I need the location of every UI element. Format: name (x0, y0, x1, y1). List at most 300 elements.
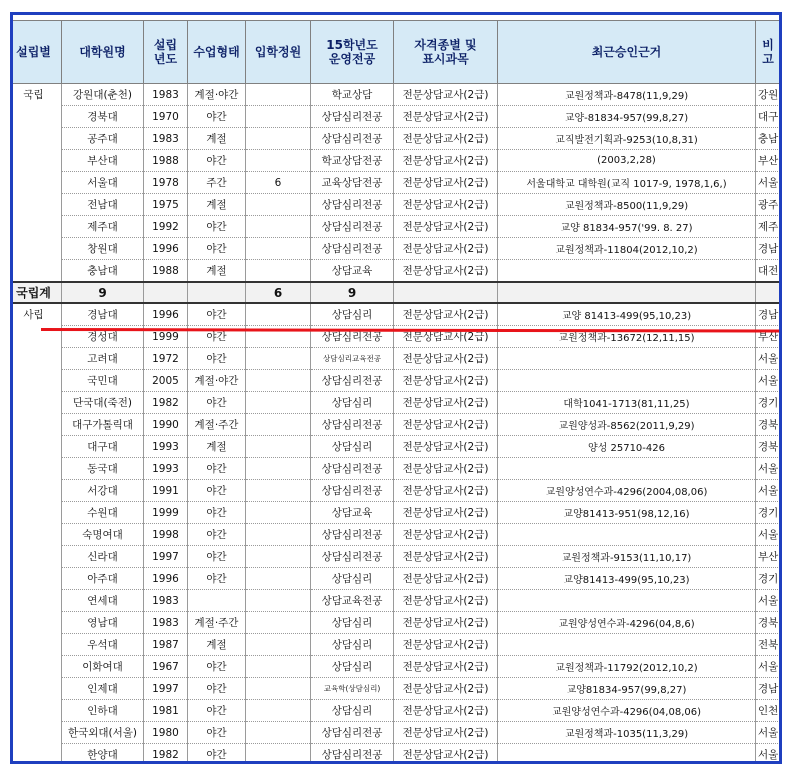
cell-class-type: 야간 (188, 326, 246, 348)
cell-founding-type (10, 722, 62, 744)
cell-major: 학교상담전공 (311, 150, 394, 172)
cell-qualification: 전문상담교사(2급) (394, 106, 498, 128)
cell-major: 상담교육 (311, 260, 394, 283)
cell-remarks: 경기 (756, 568, 781, 590)
cell-qualification: 전문상담교사(2급) (394, 172, 498, 194)
cell-class-type: 야간 (188, 348, 246, 370)
cell-founded-year: 1996 (144, 568, 188, 590)
table-row (10, 546, 781, 568)
cell-founding-type (10, 634, 62, 656)
cell-approval-basis: 교원정책과-9153(11,10,17) (498, 546, 756, 568)
cell-major: 상담심리전공 (311, 722, 394, 744)
cell-founded-year: 1983 (144, 612, 188, 634)
cell-quota (246, 524, 311, 546)
cell-founding-type (10, 502, 62, 524)
cell-quota: 6 (246, 172, 311, 194)
cell-class-type: 계절 (188, 260, 246, 283)
table-row (10, 348, 781, 370)
cell-qualification: 전문상담교사(2급) (394, 370, 498, 392)
cell-major: 상담심리전공 (311, 216, 394, 238)
cell-class-type: 야간 (188, 678, 246, 700)
cell-qualification: 전문상담교사(2급) (394, 216, 498, 238)
cell-approval-basis (498, 282, 756, 303)
cell-school-name: 전남대 (62, 194, 144, 216)
cell-founded-year: 1988 (144, 260, 188, 283)
cell-founding-type (10, 568, 62, 590)
cell-remarks: 경남 (756, 678, 781, 700)
cell-quota (246, 612, 311, 634)
cell-school-name: 우석대 (62, 634, 144, 656)
cell-quota (246, 238, 311, 260)
cell-founded-year (144, 282, 188, 303)
cell-approval-basis: 교양 81413-499(95,10,23) (498, 303, 756, 326)
cell-school-name: 수원대 (62, 502, 144, 524)
cell-major: 상담심리전공 (311, 194, 394, 216)
cell-school-name: 경성대 (62, 326, 144, 348)
cell-school-name: 서강대 (62, 480, 144, 502)
cell-founding-type (10, 392, 62, 414)
header-school-name: 대학원명 (62, 21, 144, 84)
cell-founded-year: 1999 (144, 326, 188, 348)
table-row (10, 216, 781, 238)
cell-remarks: 경북 (756, 414, 781, 436)
table-row (10, 568, 781, 590)
cell-qualification: 전문상담교사(2급) (394, 524, 498, 546)
table-row (10, 590, 781, 612)
cell-approval-basis: 교양81413-951(98,12,16) (498, 502, 756, 524)
cell-major: 상담심리 (311, 656, 394, 678)
cell-founding-type (10, 172, 62, 194)
cell-founded-year: 1978 (144, 172, 188, 194)
cell-school-name: 대구대 (62, 436, 144, 458)
cell-class-type: 계절·주간 (188, 612, 246, 634)
cell-quota (246, 678, 311, 700)
table-row (10, 612, 781, 634)
cell-quota (246, 568, 311, 590)
cell-quota (246, 722, 311, 744)
cell-approval-basis: 교원정책과-8500(11,9,29) (498, 194, 756, 216)
cell-founded-year: 2005 (144, 370, 188, 392)
table-row (10, 194, 781, 216)
cell-qualification: 전문상담교사(2급) (394, 458, 498, 480)
cell-founding-type (10, 744, 62, 765)
cell-remarks: 대전 (756, 260, 781, 283)
cell-class-type: 계절 (188, 194, 246, 216)
table-row (10, 238, 781, 260)
cell-founded-year: 1972 (144, 348, 188, 370)
cell-founding-type (10, 480, 62, 502)
cell-remarks: 대구 (756, 106, 781, 128)
table-row (10, 414, 781, 436)
cell-approval-basis: 교원양성연수과-4296(04,08,06) (498, 700, 756, 722)
cell-quota: 6 (246, 282, 311, 303)
cell-school-name: 연세대 (62, 590, 144, 612)
cell-quota (246, 370, 311, 392)
cell-qualification: 전문상담교사(2급) (394, 722, 498, 744)
cell-class-type: 주간 (188, 172, 246, 194)
cell-class-type: 야간 (188, 238, 246, 260)
table-row (10, 370, 781, 392)
cell-approval-basis: 교양 81834-957('99. 8. 27) (498, 216, 756, 238)
cell-remarks: 충남 (756, 128, 781, 150)
cell-quota (246, 84, 311, 106)
table-row (10, 84, 781, 106)
cell-founded-year: 1983 (144, 84, 188, 106)
cell-remarks: 서울 (756, 172, 781, 194)
table-row (10, 128, 781, 150)
cell-approval-basis: 교원정책과-13672(12,11,15) (498, 326, 756, 348)
cell-major: 9 (311, 282, 394, 303)
cell-class-type: 야간 (188, 524, 246, 546)
cell-founding-type (10, 590, 62, 612)
cell-founding-type (10, 238, 62, 260)
cell-quota (246, 348, 311, 370)
cell-founding-type (10, 436, 62, 458)
cell-quota (246, 436, 311, 458)
cell-qualification: 전문상담교사(2급) (394, 502, 498, 524)
cell-quota (246, 303, 311, 326)
cell-approval-basis: 교원정책과-1035(11,3,29) (498, 722, 756, 744)
table-row (10, 106, 781, 128)
cell-remarks: 광주 (756, 194, 781, 216)
cell-quota (246, 502, 311, 524)
cell-founded-year: 1998 (144, 524, 188, 546)
table-row (10, 678, 781, 700)
cell-quota (246, 546, 311, 568)
cell-founding-type: 사립 (10, 303, 62, 326)
cell-major: 상담심리전공 (311, 744, 394, 765)
cell-qualification: 전문상담교사(2급) (394, 568, 498, 590)
cell-qualification: 전문상담교사(2급) (394, 303, 498, 326)
cell-founding-type (10, 612, 62, 634)
cell-school-name: 창원대 (62, 238, 144, 260)
cell-class-type: 야간 (188, 722, 246, 744)
cell-major: 상담심리전공 (311, 524, 394, 546)
cell-remarks: 부산 (756, 150, 781, 172)
cell-founding-type (10, 348, 62, 370)
cell-school-name: 강원대(춘천) (62, 84, 144, 106)
cell-remarks: 경기 (756, 502, 781, 524)
cell-remarks: 서울 (756, 722, 781, 744)
cell-class-type: 계절 (188, 128, 246, 150)
cell-school-name: 숙명여대 (62, 524, 144, 546)
cell-school-name: 이화여대 (62, 656, 144, 678)
cell-founding-type (10, 546, 62, 568)
cell-major: 상담심리 (311, 436, 394, 458)
cell-founding-type (10, 678, 62, 700)
cell-approval-basis: (2003,2,28) (498, 150, 756, 172)
cell-qualification: 전문상담교사(2급) (394, 414, 498, 436)
cell-school-name: 인제대 (62, 678, 144, 700)
cell-school-name: 대구가톨릭대 (62, 414, 144, 436)
cell-remarks: 서울 (756, 458, 781, 480)
table-row (10, 480, 781, 502)
cell-quota (246, 128, 311, 150)
table-row (10, 700, 781, 722)
cell-class-type (188, 282, 246, 303)
cell-remarks: 서울 (756, 524, 781, 546)
cell-school-name: 한양대 (62, 744, 144, 765)
cell-qualification: 전문상담교사(2급) (394, 84, 498, 106)
cell-remarks: 서울 (756, 744, 781, 765)
cell-founded-year: 1993 (144, 436, 188, 458)
table-row (10, 303, 781, 326)
header-approval-basis: 최근승인근거 (498, 21, 756, 84)
cell-quota (246, 656, 311, 678)
cell-approval-basis: 양성 25710-426 (498, 436, 756, 458)
cell-founded-year: 1996 (144, 303, 188, 326)
cell-remarks: 서울 (756, 370, 781, 392)
cell-quota (246, 458, 311, 480)
cell-qualification: 전문상담교사(2급) (394, 436, 498, 458)
cell-founded-year: 1993 (144, 458, 188, 480)
cell-class-type: 야간 (188, 150, 246, 172)
cell-approval-basis (498, 590, 756, 612)
table-row (10, 392, 781, 414)
cell-major: 상담심리전공 (311, 414, 394, 436)
cell-qualification: 전문상담교사(2급) (394, 590, 498, 612)
cell-qualification: 전문상담교사(2급) (394, 238, 498, 260)
cell-founding-type (10, 656, 62, 678)
cell-major: 상담심리전공 (311, 128, 394, 150)
cell-class-type: 야간 (188, 656, 246, 678)
cell-class-type: 야간 (188, 700, 246, 722)
cell-remarks: 서울 (756, 480, 781, 502)
header-quota: 입학정원 (246, 21, 311, 84)
cell-remarks: 경남 (756, 303, 781, 326)
cell-class-type: 야간 (188, 568, 246, 590)
table-row (10, 656, 781, 678)
cell-school-name: 영남대 (62, 612, 144, 634)
cell-founded-year: 1981 (144, 700, 188, 722)
cell-founding-type (10, 194, 62, 216)
table-row (10, 150, 781, 172)
header-qualification: 자격종별 및 표시과목 (394, 21, 498, 84)
cell-founded-year: 1991 (144, 480, 188, 502)
cell-approval-basis: 교양81834-957(99,8,27) (498, 678, 756, 700)
cell-major: 상담심리 (311, 303, 394, 326)
cell-founding-type: 국립계 (10, 282, 62, 303)
cell-school-name: 공주대 (62, 128, 144, 150)
header-major: 15학년도 운영전공 (311, 21, 394, 84)
cell-quota (246, 480, 311, 502)
cell-major: 상담심리전공 (311, 480, 394, 502)
cell-qualification: 전문상담교사(2급) (394, 700, 498, 722)
cell-quota (246, 634, 311, 656)
cell-school-name: 고려대 (62, 348, 144, 370)
cell-major: 상담심리교육전공 (311, 348, 394, 370)
cell-class-type: 계절 (188, 436, 246, 458)
cell-remarks: 전북 (756, 634, 781, 656)
cell-remarks: 경남 (756, 238, 781, 260)
cell-approval-basis (498, 524, 756, 546)
cell-approval-basis: 서울대학교 대학원(교직 1017-9, 1978,1,6,) (498, 172, 756, 194)
table-row (10, 436, 781, 458)
cell-founded-year: 1988 (144, 150, 188, 172)
table-row (10, 722, 781, 744)
cell-founded-year: 1983 (144, 590, 188, 612)
cell-remarks: 서울 (756, 348, 781, 370)
cell-major: 상담심리전공 (311, 458, 394, 480)
cell-founding-type (10, 150, 62, 172)
table-row (10, 260, 781, 283)
cell-founded-year: 1967 (144, 656, 188, 678)
cell-qualification: 전문상담교사(2급) (394, 678, 498, 700)
cell-approval-basis: 교양81413-499(95,10,23) (498, 568, 756, 590)
cell-qualification: 전문상담교사(2급) (394, 634, 498, 656)
cell-class-type: 야간 (188, 458, 246, 480)
cell-quota (246, 414, 311, 436)
cell-class-type: 계절·주간 (188, 414, 246, 436)
cell-remarks: 경북 (756, 436, 781, 458)
cell-founded-year: 1997 (144, 546, 188, 568)
cell-approval-basis: 교직발전기획과-9253(10,8,31) (498, 128, 756, 150)
cell-major: 상담심리 (311, 634, 394, 656)
cell-school-name: 신라대 (62, 546, 144, 568)
header-row (10, 21, 781, 84)
cell-founded-year: 1999 (144, 502, 188, 524)
cell-qualification: 전문상담교사(2급) (394, 128, 498, 150)
cell-quota (246, 216, 311, 238)
table-row (10, 172, 781, 194)
cell-school-name: 충남대 (62, 260, 144, 283)
cell-founded-year: 1975 (144, 194, 188, 216)
cell-qualification: 전문상담교사(2급) (394, 546, 498, 568)
cell-founded-year: 1982 (144, 744, 188, 765)
cell-approval-basis (498, 370, 756, 392)
cell-founding-type (10, 128, 62, 150)
cell-approval-basis: 교원양성연수과-4296(2004,08,06) (498, 480, 756, 502)
cell-remarks: 경북 (756, 612, 781, 634)
cell-class-type: 야간 (188, 303, 246, 326)
header-founding-type: 설립별 (10, 21, 62, 84)
cell-approval-basis: 교양-81834-957(99,8,27) (498, 106, 756, 128)
cell-remarks: 경기 (756, 392, 781, 414)
table-row (10, 634, 781, 656)
cell-qualification: 전문상담교사(2급) (394, 744, 498, 765)
cell-approval-basis (498, 260, 756, 283)
cell-approval-basis: 교원양성과-8562(2011,9,29) (498, 414, 756, 436)
cell-founded-year: 1983 (144, 128, 188, 150)
cell-class-type: 야간 (188, 546, 246, 568)
cell-approval-basis (498, 348, 756, 370)
cell-school-name: 부산대 (62, 150, 144, 172)
cell-class-type: 야간 (188, 216, 246, 238)
cell-class-type: 야간 (188, 392, 246, 414)
cell-quota (246, 590, 311, 612)
cell-founding-type (10, 216, 62, 238)
cell-major: 상담심리전공 (311, 546, 394, 568)
cell-school-name: 경남대 (62, 303, 144, 326)
cell-school-name: 제주대 (62, 216, 144, 238)
cell-school-name: 국민대 (62, 370, 144, 392)
cell-remarks: 부산 (756, 326, 781, 348)
cell-founded-year: 1990 (144, 414, 188, 436)
cell-qualification: 전문상담교사(2급) (394, 194, 498, 216)
table-body (10, 84, 781, 765)
document-frame (10, 12, 782, 764)
cell-qualification (394, 282, 498, 303)
national-total-row (10, 282, 781, 303)
cell-founded-year: 1970 (144, 106, 188, 128)
cell-qualification: 전문상담교사(2급) (394, 260, 498, 283)
cell-school-name: 인하대 (62, 700, 144, 722)
cell-major: 학교상담 (311, 84, 394, 106)
cell-major: 상담심리전공 (311, 370, 394, 392)
cell-school-name: 아주대 (62, 568, 144, 590)
cell-major: 상담교육전공 (311, 590, 394, 612)
cell-founding-type (10, 524, 62, 546)
cell-class-type: 계절·야간 (188, 84, 246, 106)
cell-major: 상담심리전공 (311, 326, 394, 348)
cell-major: 상담심리 (311, 700, 394, 722)
cell-approval-basis (498, 744, 756, 765)
header-class-type: 수업형태 (188, 21, 246, 84)
header-remarks: 비고 (756, 21, 781, 84)
cell-school-name: 단국대(죽전) (62, 392, 144, 414)
cell-quota (246, 392, 311, 414)
cell-major: 상담심리전공 (311, 238, 394, 260)
cell-founded-year: 1992 (144, 216, 188, 238)
table-row (10, 744, 781, 765)
cell-founded-year: 1987 (144, 634, 188, 656)
cell-remarks: 강원 (756, 84, 781, 106)
cell-qualification: 전문상담교사(2급) (394, 392, 498, 414)
cell-founding-type (10, 260, 62, 283)
cell-quota (246, 744, 311, 765)
cell-founding-type (10, 106, 62, 128)
cell-class-type: 계절 (188, 634, 246, 656)
cell-major: 상담심리 (311, 568, 394, 590)
cell-school-name: 동국대 (62, 458, 144, 480)
cell-qualification: 전문상담교사(2급) (394, 348, 498, 370)
cell-major: 상담심리전공 (311, 106, 394, 128)
cell-founded-year: 1996 (144, 238, 188, 260)
cell-founded-year: 1980 (144, 722, 188, 744)
cell-approval-basis: 교원정책과-8478(11,9,29) (498, 84, 756, 106)
cell-founding-type (10, 414, 62, 436)
cell-remarks: 서울 (756, 590, 781, 612)
cell-school-name: 9 (62, 282, 144, 303)
cell-approval-basis: 대학1041-1713(81,11,25) (498, 392, 756, 414)
cell-major: 상담심리 (311, 392, 394, 414)
cell-remarks: 제주 (756, 216, 781, 238)
cell-class-type: 야간 (188, 744, 246, 765)
cell-quota (246, 700, 311, 722)
cell-class-type: 야간 (188, 106, 246, 128)
cell-founding-type (10, 700, 62, 722)
cell-approval-basis (498, 634, 756, 656)
cell-founding-type (10, 370, 62, 392)
cell-school-name: 한국외대(서울) (62, 722, 144, 744)
cell-quota (246, 106, 311, 128)
cell-class-type: 야간 (188, 502, 246, 524)
cell-class-type: 야간 (188, 480, 246, 502)
cell-quota (246, 150, 311, 172)
cell-major: 상담심리 (311, 612, 394, 634)
cell-school-name: 경북대 (62, 106, 144, 128)
cell-major: 상담교육 (311, 502, 394, 524)
cell-approval-basis: 교원양성연수과-4296(04,8,6) (498, 612, 756, 634)
cell-qualification: 전문상담교사(2급) (394, 656, 498, 678)
cell-founding-type (10, 458, 62, 480)
cell-founded-year: 1982 (144, 392, 188, 414)
cell-remarks (756, 282, 781, 303)
header-founded-year: 설립 년도 (144, 21, 188, 84)
cell-qualification: 전문상담교사(2급) (394, 326, 498, 348)
cell-remarks: 서울 (756, 656, 781, 678)
cell-quota (246, 194, 311, 216)
